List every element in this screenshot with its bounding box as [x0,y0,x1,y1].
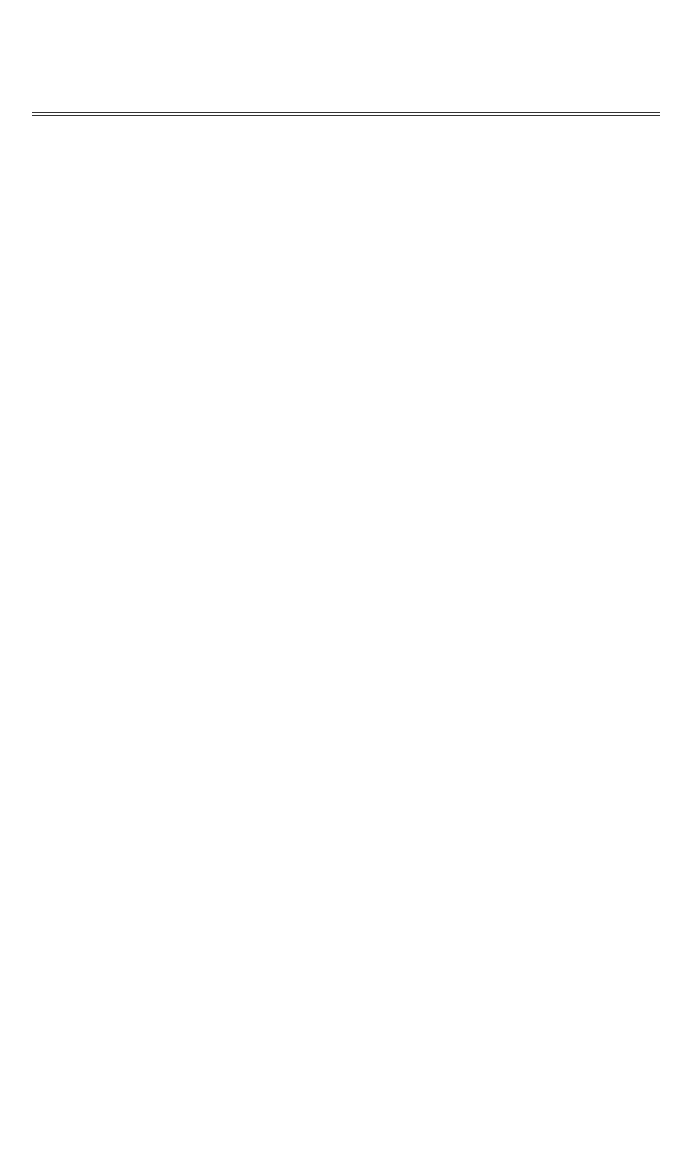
top-rule-2 [32,115,660,116]
top-rule [32,112,660,113]
